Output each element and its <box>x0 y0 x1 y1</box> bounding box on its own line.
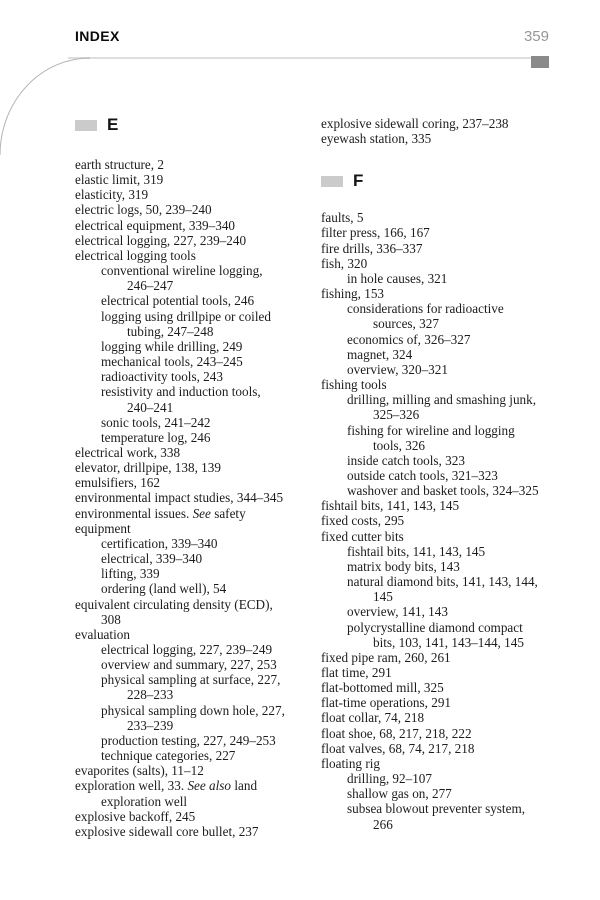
index-entry-line: equivalent circulating density (ECD), <box>75 596 273 612</box>
index-entry-line: explosive backoff, 245 <box>75 808 196 824</box>
section-letter: F <box>353 171 364 191</box>
index-column-right <box>321 116 577 832</box>
index-entry-line: flat-bottomed mill, 325 <box>321 680 444 696</box>
index-entry-line: subsea blowout preventer system, <box>347 801 525 817</box>
index-entry-line: magnet, 324 <box>347 346 413 362</box>
index-entry-line: in hole causes, 321 <box>347 270 448 286</box>
index-entry-line: overview, 320–321 <box>347 361 448 377</box>
index-entry-line: fishing for wireline and logging <box>347 422 515 438</box>
index-entry-line: explosive sidewall core bullet, 237 <box>75 823 259 839</box>
section-letter: E <box>107 115 119 134</box>
index-entry-line: environmental impact studies, 344–345 <box>75 490 284 506</box>
index-entry-line: fishtail bits, 141, 143, 145 <box>347 543 486 559</box>
index-entry-line: washover and basket tools, 324–325 <box>347 483 539 499</box>
index-entry-line: evaporites (salts), 11–12 <box>75 763 204 779</box>
index-entry-line: ordering (land well), 54 <box>101 581 227 597</box>
index-entry-line: temperature log, 246 <box>101 429 211 445</box>
index-entry-line: 325–326 <box>373 407 420 423</box>
index-entry-line: fishing tools <box>321 377 387 393</box>
index-entry-line: lifting, 339 <box>101 566 160 582</box>
index-entry-line: filter press, 166, 167 <box>321 225 430 241</box>
index-entry-line: considerations for radioactive <box>347 301 504 317</box>
index-entry-line: sonic tools, 241–242 <box>101 414 211 430</box>
index-entry-line: conventional wireline logging, <box>101 263 263 279</box>
index-entry-line: fixed costs, 295 <box>321 513 405 529</box>
index-entry-line: flat time, 291 <box>321 665 392 680</box>
index-entry-line: fire drills, 336–337 <box>321 240 423 256</box>
index-entry-line: 233–239 <box>127 717 174 733</box>
index-entry-line: float collar, 74, 218 <box>321 710 425 726</box>
index-entry-line: 145 <box>373 589 393 605</box>
index-entry-line: matrix body bits, 143 <box>347 558 460 574</box>
index-entry-line: electrical logging, 227, 239–240 <box>75 232 247 248</box>
index-entry-line: 266 <box>373 816 393 832</box>
index-entry-line: resistivity and induction tools, <box>101 384 261 400</box>
index-entry-line: electrical, 339–340 <box>101 551 203 567</box>
index-entry-line: mechanical tools, 243–245 <box>101 354 243 370</box>
index-entry-line: elevator, drillpipe, 138, 139 <box>75 460 221 476</box>
corner-square-decoration <box>531 56 549 68</box>
index-entry-line: 308 <box>101 611 121 627</box>
index-entry-line: electric logs, 50, 239–240 <box>75 202 212 218</box>
index-entry-line: electrical potential tools, 246 <box>101 293 255 309</box>
index-entry-line: electrical equipment, 339–340 <box>75 217 236 233</box>
index-entry-line: tubing, 247–248 <box>127 323 214 339</box>
index-entry-line: natural diamond bits, 141, 143, 144, <box>347 574 538 590</box>
index-entry-line: certification, 339–340 <box>101 535 218 551</box>
index-entry-line: evaluation <box>75 626 130 642</box>
index-entry-line: physical sampling down hole, 227, <box>101 702 285 718</box>
index-entry-line: inside catch tools, 323 <box>347 452 465 468</box>
index-entry-line: economics of, 326–327 <box>347 331 471 347</box>
index-entry-line: eyewash station, 335 <box>321 131 432 147</box>
index-entry-line: fishing, 153 <box>321 286 385 302</box>
page-title: INDEX <box>75 28 120 44</box>
index-entry-line: shallow gas on, 277 <box>347 786 452 802</box>
index-entry-line: earth structure, 2 <box>75 157 164 172</box>
index-entry-line: equipment <box>75 520 131 536</box>
index-entry-line: logging while drilling, 249 <box>101 338 243 354</box>
index-entry-line: elastic limit, 319 <box>75 172 164 188</box>
index-entry-line: fish, 320 <box>321 255 368 271</box>
index-entry-line: bits, 103, 141, 143–144, 145 <box>373 634 524 650</box>
index-entry-line: float valves, 68, 74, 217, 218 <box>321 740 475 756</box>
index-entry-line: drilling, 92–107 <box>347 771 432 787</box>
index-entry-line: 228–233 <box>127 687 174 703</box>
index-entry-line: electrical logging, 227, 239–249 <box>101 642 273 657</box>
index-entry-line: tools, 326 <box>373 437 426 453</box>
section-marker-square <box>75 120 97 131</box>
index-entry-line: faults, 5 <box>321 210 364 226</box>
index-entry-line: 246–247 <box>127 278 174 294</box>
index-entry-line: polycrystalline diamond compact <box>347 619 523 635</box>
index-entry-line: explosive sidewall coring, 237–238 <box>321 116 509 131</box>
index-entry-line: exploration well <box>101 793 188 809</box>
index-entry-line: electrical work, 338 <box>75 444 181 460</box>
index-entry-line: fixed cutter bits <box>321 528 404 544</box>
index-entry-line: float shoe, 68, 217, 218, 222 <box>321 725 472 741</box>
section-marker-square <box>321 176 343 187</box>
index-entry-line: physical sampling at surface, 227, <box>101 672 281 688</box>
index-entry-line: flat-time operations, 291 <box>321 695 452 711</box>
index-entry-line: elasticity, 319 <box>75 187 149 203</box>
index-entry-line: production testing, 227, 249–253 <box>101 732 276 748</box>
header-rule <box>68 57 531 59</box>
index-entry-line: emulsifiers, 162 <box>75 475 160 491</box>
index-entry-line: exploration well, 33. See also land <box>75 778 258 794</box>
index-entry-line: fixed pipe ram, 260, 261 <box>321 649 451 665</box>
index-entry-line: sources, 327 <box>373 316 439 332</box>
index-entry-line: radioactivity tools, 243 <box>101 369 223 385</box>
page-number: 359 <box>523 28 549 45</box>
index-entry-line: outside catch tools, 321–323 <box>347 467 498 483</box>
index-entry-line: fishtail bits, 141, 143, 145 <box>321 498 460 514</box>
index-entry-line: 240–241 <box>127 399 174 415</box>
index-entry-line: drilling, milling and smashing junk, <box>347 392 537 408</box>
index-entry-line: environmental issues. See safety <box>75 505 246 521</box>
index-entry-line: overview, 141, 143 <box>347 604 448 620</box>
index-entry-line: logging using drillpipe or coiled <box>101 308 271 324</box>
section-heading-e <box>75 117 321 133</box>
index-entry-line: technique categories, 227 <box>101 748 236 764</box>
index-entry-line: electrical logging tools <box>75 247 196 263</box>
index-entry-line: floating rig <box>321 755 380 771</box>
section-heading-f <box>321 173 577 189</box>
index-column-left <box>75 117 321 839</box>
index-entry-line: overview and summary, 227, 253 <box>101 657 277 673</box>
